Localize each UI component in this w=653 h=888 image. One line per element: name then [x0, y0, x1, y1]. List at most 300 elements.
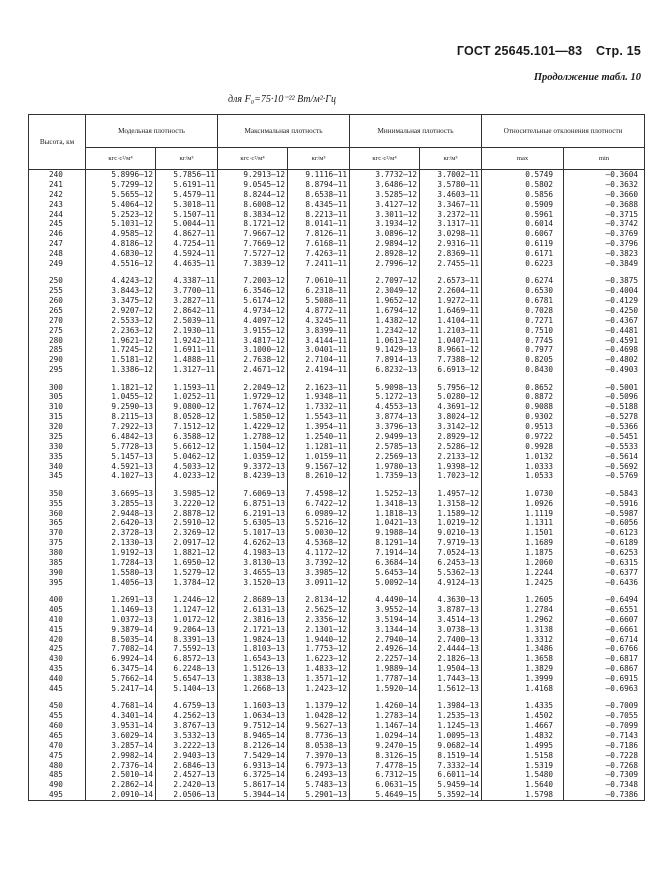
row-separator — [29, 375, 645, 383]
table-row — [29, 595, 645, 605]
rel-max-cell: 1.0132 — [482, 452, 564, 462]
max-kgs-cell: 6.9313—14 — [218, 761, 288, 771]
model-kgm-cell: 1.2446—12 — [156, 595, 218, 605]
height-cell: 390 — [29, 568, 86, 578]
max-kgm-cell: 8.0141—11 — [288, 219, 350, 229]
max-kgm-cell: 8.4345—11 — [288, 200, 350, 210]
max-kgm-cell: 1.4833—12 — [288, 664, 350, 674]
min-kgs-cell: 2.9894—12 — [350, 239, 420, 249]
height-cell: 360 — [29, 509, 86, 519]
model-kgs-cell: 4.1027—13 — [86, 471, 156, 481]
min-kgm-cell: 5.0280—12 — [420, 392, 482, 402]
max-kgs-cell: 3.8130—13 — [218, 558, 288, 568]
min-kgm-cell: 4.3630—13 — [420, 595, 482, 605]
table-row — [29, 219, 645, 229]
rel-max-cell: 0.7510 — [482, 326, 564, 336]
min-kgm-cell: 5.3592—14 — [420, 790, 482, 800]
rel-min-cell: —0.6915 — [564, 674, 645, 684]
max-kgm-cell: 4.3245—11 — [288, 316, 350, 326]
table-row — [29, 326, 645, 336]
rel-max-cell: 1.0730 — [482, 489, 564, 499]
table-row — [29, 731, 645, 741]
rel-max-cell: 0.6274 — [482, 276, 564, 286]
min-kgs-cell: 1.0421—13 — [350, 518, 420, 528]
model-density-header: Модельная плотность — [86, 115, 218, 148]
model-kgm-cell: 2.0917—12 — [156, 538, 218, 548]
rel-min-cell: —0.3875 — [564, 276, 645, 286]
min-kgs-cell: 1.4382—12 — [350, 316, 420, 326]
rel-max-cell: 0.5909 — [482, 200, 564, 210]
model-kgm-cell: 9.0800—12 — [156, 402, 218, 412]
min-kgs-cell: 2.4926—14 — [350, 644, 420, 654]
min-kgm-cell: 2.9316—11 — [420, 239, 482, 249]
spacer-cell — [86, 375, 156, 383]
height-cell: 270 — [29, 316, 86, 326]
table-row — [29, 229, 645, 239]
model-kgm-cell: 2.5910—12 — [156, 518, 218, 528]
model-kgm-cell: 7.5592—13 — [156, 644, 218, 654]
min-kgs-cell: 9.1988—14 — [350, 528, 420, 538]
max-kgs-cell: 2.8689—13 — [218, 595, 288, 605]
rel-min-cell: —0.6377 — [564, 568, 645, 578]
rel-max-cell: 1.5798 — [482, 790, 564, 800]
rel-max-cell: 1.3829 — [482, 664, 564, 674]
model-kgm-cell: 4.3387—11 — [156, 276, 218, 286]
min-kgs-cell: 2.5785—13 — [350, 442, 420, 452]
model-kgs-cell: 2.5533—12 — [86, 316, 156, 326]
rel-max-cell: 1.4335 — [482, 701, 564, 711]
rel-min-cell: —0.7099 — [564, 721, 645, 731]
table-row — [29, 741, 645, 751]
table-row — [29, 316, 645, 326]
max-kgm-cell: 1.5543—11 — [288, 412, 350, 422]
model-kgm-cell: 5.6191—11 — [156, 180, 218, 190]
max-kgs-cell: 9.0545—12 — [218, 180, 288, 190]
rel-min-cell: —0.4250 — [564, 306, 645, 316]
max-kgm-cell: 2.5625—12 — [288, 605, 350, 615]
rel-max-cell: 1.3999 — [482, 674, 564, 684]
min-kgs-cell: 1.4260—14 — [350, 701, 420, 711]
table-row — [29, 518, 645, 528]
spacer-cell — [29, 269, 86, 277]
spacer-cell — [350, 588, 420, 596]
max-kgm-cell: 4.8772—11 — [288, 306, 350, 316]
max-kgm-cell: 6.2493—13 — [288, 770, 350, 780]
table-row — [29, 489, 645, 499]
table-row — [29, 711, 645, 721]
model-kgm-cell: 2.9403—13 — [156, 751, 218, 761]
rel-max-cell: 0.6223 — [482, 259, 564, 269]
min-kgs-cell: 3.0896—12 — [350, 229, 420, 239]
rel-max-cell: 1.2425 — [482, 578, 564, 588]
max-kgs-cell: 1.3838—13 — [218, 674, 288, 684]
min-kgm-cell: 3.2372—11 — [420, 210, 482, 220]
height-cell: 335 — [29, 452, 86, 462]
rel-min-cell: —0.6607 — [564, 615, 645, 625]
spacer-cell — [420, 588, 482, 596]
rel-max-cell: 0.6530 — [482, 286, 564, 296]
model-kgm-cell: 4.7254—11 — [156, 239, 218, 249]
table-row — [29, 170, 645, 180]
rel-min-cell: —0.6867 — [564, 664, 645, 674]
model-kgs-cell: 4.4243—12 — [86, 276, 156, 286]
model-kgm-cell: 5.6612—12 — [156, 442, 218, 452]
model-kgm-cell: 6.8572—13 — [156, 654, 218, 664]
model-kgm-cell: 1.4888—11 — [156, 355, 218, 365]
spacer-cell — [420, 694, 482, 702]
model-kgs-cell: 4.6830—12 — [86, 249, 156, 259]
max-kgs-cell: 4.1983—13 — [218, 548, 288, 558]
model-kgm-cell: 1.0252—11 — [156, 392, 218, 402]
max-kgm-cell: 7.8126—11 — [288, 229, 350, 239]
min-kgs-cell: 2.2257—14 — [350, 654, 420, 664]
max-kgm-cell: 2.1623—11 — [288, 383, 350, 393]
model-kgs-cell: 3.2855—13 — [86, 499, 156, 509]
table-row — [29, 790, 645, 800]
model-kgs-cell: 2.9448—13 — [86, 509, 156, 519]
spacer-cell — [29, 375, 86, 383]
min-kgs-cell: 5.1272—13 — [350, 392, 420, 402]
rel-max-cell: 0.7977 — [482, 345, 564, 355]
height-cell: 245 — [29, 219, 86, 229]
rel-max-cell: 0.9513 — [482, 422, 564, 432]
min-kgm-cell: 2.7400—13 — [420, 635, 482, 645]
max-kgs-cell: 8.8244—12 — [218, 190, 288, 200]
model-kgs-cell: 1.4056—13 — [86, 578, 156, 588]
table-row — [29, 721, 645, 731]
model-kgs-cell: 6.4842—13 — [86, 432, 156, 442]
max-kgs-cell: 4.6262—13 — [218, 538, 288, 548]
rel-min-cell: —0.6661 — [564, 625, 645, 635]
max-kgm-cell: 1.6223—12 — [288, 654, 350, 664]
height-cell: 435 — [29, 664, 86, 674]
table-row — [29, 578, 645, 588]
model-kgm-cell: 2.1930—11 — [156, 326, 218, 336]
rel-max-cell: 1.2060 — [482, 558, 564, 568]
table-row — [29, 249, 645, 259]
model-kgs-cell: 1.3386—12 — [86, 365, 156, 375]
rel-min-cell: —0.3632 — [564, 180, 645, 190]
model-kgs-cell: 1.1821—12 — [86, 383, 156, 393]
min-kgs-cell: 1.1467—14 — [350, 721, 420, 731]
min-kgs-cell: 1.5252—13 — [350, 489, 420, 499]
model-kgm-cell: 3.7700—11 — [156, 286, 218, 296]
rel-max-cell: 0.5749 — [482, 170, 564, 180]
model-kgm-cell: 1.0172—12 — [156, 615, 218, 625]
rel-max-cell: 1.3138 — [482, 625, 564, 635]
min-kgm-cell: 9.0682—14 — [420, 741, 482, 751]
model-kgs-cell: 8.2115—13 — [86, 412, 156, 422]
model-kgm-cell: 5.0462—12 — [156, 452, 218, 462]
spacer-cell — [29, 694, 86, 702]
model-kgm-cell: 1.3127—11 — [156, 365, 218, 375]
model-kgs-cell: 5.7662—14 — [86, 674, 156, 684]
model-kgm-cell: 6.3588—12 — [156, 432, 218, 442]
min-kgm-cell: 1.6469—11 — [420, 306, 482, 316]
height-cell: 244 — [29, 210, 86, 220]
height-column-header: Высота, км — [29, 115, 86, 170]
page-number: Стр. 15 — [595, 44, 641, 58]
density-table — [28, 114, 645, 801]
rel-max-cell: 1.3658 — [482, 654, 564, 664]
max-kgm-cell: 8.2610—12 — [288, 471, 350, 481]
rel-max-cell: 1.4667 — [482, 721, 564, 731]
model-kgm-cell: 6.2248—13 — [156, 664, 218, 674]
table-row — [29, 402, 645, 412]
rel-min-cell: —0.6123 — [564, 528, 645, 538]
max-kgm-cell: 5.2901—13 — [288, 790, 350, 800]
min-kgm-cell: 2.8369—11 — [420, 249, 482, 259]
height-cell: 450 — [29, 701, 86, 711]
max-kgm-cell: 1.7332—11 — [288, 402, 350, 412]
max-kgs-cell: 2.7638—12 — [218, 355, 288, 365]
model-kgm-cell: 9.2064—13 — [156, 625, 218, 635]
max-kgm-cell: 3.4144—11 — [288, 336, 350, 346]
min-kgm-cell: 6.6011—14 — [420, 770, 482, 780]
rel-min-cell: —0.4591 — [564, 336, 645, 346]
max-kgs-cell: 1.2788—12 — [218, 432, 288, 442]
height-cell: 310 — [29, 402, 86, 412]
spacer-cell — [350, 375, 420, 383]
height-cell: 340 — [29, 462, 86, 472]
rel-max-cell: 1.2605 — [482, 595, 564, 605]
height-cell: 325 — [29, 432, 86, 442]
height-cell: 305 — [29, 392, 86, 402]
max-kgm-cell: 6.0989—12 — [288, 509, 350, 519]
spacer-cell — [420, 481, 482, 489]
table-row — [29, 635, 645, 645]
min-kgs-cell: 1.9652—12 — [350, 296, 420, 306]
height-cell: 255 — [29, 286, 86, 296]
model-kgm-cell: 2.6846—13 — [156, 761, 218, 771]
max-kgm-cell: 1.7753—12 — [288, 644, 350, 654]
table-row — [29, 259, 645, 269]
max-kgs-cell: 6.8751—13 — [218, 499, 288, 509]
max-kgs-cell: 3.4817—12 — [218, 336, 288, 346]
max-kgs-cell: 8.2126—14 — [218, 741, 288, 751]
min-kgm-cell: 8.9661—12 — [420, 345, 482, 355]
min-kgm-cell: 6.2453—13 — [420, 558, 482, 568]
rel-min-cell: —0.6436 — [564, 578, 645, 588]
model-kgm-cell: 3.8767—13 — [156, 721, 218, 731]
rel-min-cell: —0.5188 — [564, 402, 645, 412]
max-kgm-cell: 6.7973—13 — [288, 761, 350, 771]
table-row — [29, 548, 645, 558]
model-kgm-cell: 4.8627—11 — [156, 229, 218, 239]
rel-max-cell: 0.5856 — [482, 190, 564, 200]
height-cell: 455 — [29, 711, 86, 721]
model-kgs-cell: 5.5655—12 — [86, 190, 156, 200]
max-kgs-cell: 2.3816—13 — [218, 615, 288, 625]
rel-max-cell: 1.4995 — [482, 741, 564, 751]
model-kgs-cell: 2.0910—14 — [86, 790, 156, 800]
rel-min-cell: —0.7386 — [564, 790, 645, 800]
max-kgm-cell: 1.1379—12 — [288, 701, 350, 711]
rel-min-cell: —0.5001 — [564, 383, 645, 393]
rel-min-cell: —0.5769 — [564, 471, 645, 481]
max-kgm-cell: 5.5088—11 — [288, 296, 350, 306]
max-kgm-cell: 8.2213—11 — [288, 210, 350, 220]
min-kgm-cell: 7.7388—12 — [420, 355, 482, 365]
min-kgm-cell: 1.0219—12 — [420, 518, 482, 528]
max-density-header: Максимальная плотность — [218, 115, 350, 148]
max-kgm-cell: 1.2540—11 — [288, 432, 350, 442]
max-kgs-cell: 3.1520—13 — [218, 578, 288, 588]
rel-min-cell: —0.4129 — [564, 296, 645, 306]
rel-min-cell: —0.5987 — [564, 509, 645, 519]
rel-max-cell: 1.4168 — [482, 684, 564, 694]
table-row — [29, 276, 645, 286]
model-kgs-cell: 3.6029—14 — [86, 731, 156, 741]
spacer-cell — [156, 269, 218, 277]
rel-max-cell: 0.6171 — [482, 249, 564, 259]
max-kgm-cell: 4.1172—12 — [288, 548, 350, 558]
min-kgs-cell: 4.4553—13 — [350, 402, 420, 412]
model-kgs-cell: 5.7299—12 — [86, 180, 156, 190]
min-kgs-cell: 2.7097—12 — [350, 276, 420, 286]
min-kgs-cell: 2.3049—12 — [350, 286, 420, 296]
height-cell: 320 — [29, 422, 86, 432]
model-kgm-cell: 1.1247—12 — [156, 605, 218, 615]
table-row — [29, 383, 645, 393]
table-row — [29, 365, 645, 375]
height-cell: 410 — [29, 615, 86, 625]
spacer-cell — [482, 481, 564, 489]
max-kgs-cell: 5.1017—13 — [218, 528, 288, 538]
table-row — [29, 780, 645, 790]
table-row — [29, 538, 645, 548]
model-kgs-cell: 1.5580—13 — [86, 568, 156, 578]
min-kgm-cell: 2.1826—13 — [420, 654, 482, 664]
rel-max-cell: 0.5802 — [482, 180, 564, 190]
max-kgm-cell: 7.0610—11 — [288, 276, 350, 286]
min-kgm-cell: 1.0407—11 — [420, 336, 482, 346]
table-row — [29, 336, 645, 346]
spacer-cell — [156, 694, 218, 702]
max-kgs-cell: 7.6069—13 — [218, 489, 288, 499]
rel-max-cell: 1.5480 — [482, 770, 564, 780]
unit-header-kgs: кгс·с²/м⁴ — [350, 148, 420, 170]
model-kgm-cell: 5.1404—13 — [156, 684, 218, 694]
min-kgs-cell: 1.9889—14 — [350, 664, 420, 674]
height-cell: 385 — [29, 558, 86, 568]
max-kgm-cell: 7.6168—11 — [288, 239, 350, 249]
min-kgs-cell: 3.3011—12 — [350, 210, 420, 220]
rel-min-cell: —0.5096 — [564, 392, 645, 402]
min-kgs-cell: 1.9780—13 — [350, 462, 420, 472]
max-kgs-cell: 9.3372—13 — [218, 462, 288, 472]
rel-max-cell: 1.2962 — [482, 615, 564, 625]
max-kgm-cell: 1.3571—12 — [288, 674, 350, 684]
max-kgs-cell: 7.2003—12 — [218, 276, 288, 286]
min-kgs-cell: 6.0631—15 — [350, 780, 420, 790]
table-row — [29, 190, 645, 200]
spacer-cell — [564, 588, 645, 596]
rel-min-cell: —0.3769 — [564, 229, 645, 239]
height-cell: 248 — [29, 249, 86, 259]
spacer-cell — [156, 481, 218, 489]
min-kgm-cell: 3.3467—11 — [420, 200, 482, 210]
spacer-cell — [218, 269, 288, 277]
min-kgm-cell: 3.0298—11 — [420, 229, 482, 239]
model-kgs-cell: 3.8443—12 — [86, 286, 156, 296]
min-kgm-cell: 7.3332—14 — [420, 761, 482, 771]
min-kgm-cell: 1.1589—12 — [420, 509, 482, 519]
min-kgs-cell: 3.3796—13 — [350, 422, 420, 432]
min-kgm-cell: 2.4444—13 — [420, 644, 482, 654]
max-kgm-cell: 2.7104—11 — [288, 355, 350, 365]
model-kgm-cell: 2.2420—13 — [156, 780, 218, 790]
height-cell: 405 — [29, 605, 86, 615]
spacer-cell — [288, 694, 350, 702]
rel-max-cell: 0.9722 — [482, 432, 564, 442]
page-header — [457, 44, 641, 58]
model-kgm-cell: 3.2222—13 — [156, 741, 218, 751]
model-kgs-cell: 3.2857—14 — [86, 741, 156, 751]
height-cell: 355 — [29, 499, 86, 509]
model-kgm-cell: 4.2562—13 — [156, 711, 218, 721]
min-kgs-cell: 2.7996—12 — [350, 259, 420, 269]
max-kgm-cell: 7.4598—12 — [288, 489, 350, 499]
rel-max-cell: 0.7745 — [482, 336, 564, 346]
height-cell: 490 — [29, 780, 86, 790]
table-row — [29, 286, 645, 296]
max-kgm-cell: 7.3970—13 — [288, 751, 350, 761]
max-kgm-cell: 3.8399—11 — [288, 326, 350, 336]
min-kgs-cell: 5.4649—15 — [350, 790, 420, 800]
max-header: max — [482, 148, 564, 170]
rel-max-cell: 0.6781 — [482, 296, 564, 306]
height-cell: 241 — [29, 180, 86, 190]
model-kgs-cell: 5.2523—12 — [86, 210, 156, 220]
height-cell: 365 — [29, 518, 86, 528]
model-kgs-cell: 2.9982—14 — [86, 751, 156, 761]
min-kgs-cell: 3.1934—12 — [350, 219, 420, 229]
model-kgs-cell: 2.7376—14 — [86, 761, 156, 771]
min-kgm-cell: 3.1317—11 — [420, 219, 482, 229]
rel-min-cell: —0.6189 — [564, 538, 645, 548]
height-cell: 249 — [29, 259, 86, 269]
rel-min-cell: —0.6315 — [564, 558, 645, 568]
rel-max-cell: 0.6067 — [482, 229, 564, 239]
max-kgs-cell: 7.3839—12 — [218, 259, 288, 269]
max-kgs-cell: 8.4239—13 — [218, 471, 288, 481]
model-kgm-cell: 2.5039—11 — [156, 316, 218, 326]
min-kgs-cell: 1.0294—14 — [350, 731, 420, 741]
max-kgm-cell: 3.0401—11 — [288, 345, 350, 355]
rel-min-cell: —0.7009 — [564, 701, 645, 711]
rel-max-cell: 1.3486 — [482, 644, 564, 654]
model-kgs-cell: 1.5181—12 — [86, 355, 156, 365]
max-kgs-cell: 1.4229—12 — [218, 422, 288, 432]
model-kgs-cell: 1.1469—13 — [86, 605, 156, 615]
rel-max-cell: 1.1501 — [482, 528, 564, 538]
spacer-cell — [564, 481, 645, 489]
min-kgm-cell: 1.2103—11 — [420, 326, 482, 336]
height-cell: 475 — [29, 751, 86, 761]
height-cell: 380 — [29, 548, 86, 558]
rel-min-cell: —0.6963 — [564, 684, 645, 694]
min-kgs-cell: 3.6486—12 — [350, 180, 420, 190]
model-kgm-cell: 4.5033—12 — [156, 462, 218, 472]
max-kgm-cell: 7.4263—11 — [288, 249, 350, 259]
model-kgs-cell: 2.2363—12 — [86, 326, 156, 336]
rel-min-cell: —0.5533 — [564, 442, 645, 452]
rel-min-cell: —0.3849 — [564, 259, 645, 269]
rel-min-cell: —0.5451 — [564, 432, 645, 442]
min-kgs-cell: 5.0092—14 — [350, 578, 420, 588]
spacer-cell — [218, 375, 288, 383]
